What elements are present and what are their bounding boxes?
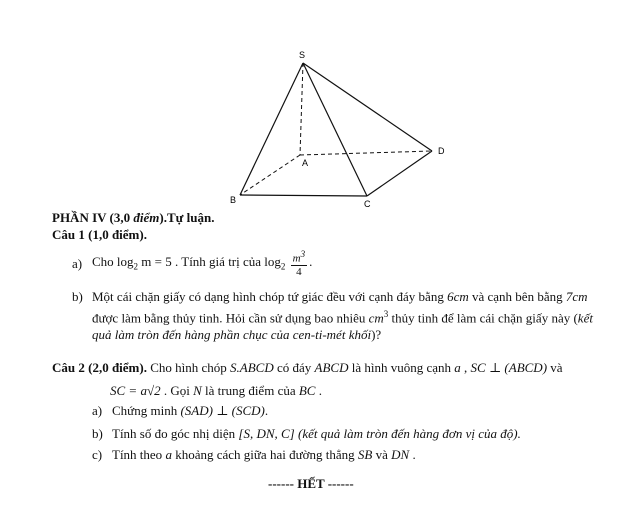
q1b-letter: b) xyxy=(72,289,83,304)
q1b-line2: được làm bằng thủy tinh. Hỏi cần sử dụng bao nhiêu $cm^3$ thủy tinh để làm cái chặn giấy này (kết xyxy=(92,309,593,326)
edge-AD xyxy=(300,151,432,155)
edge-SA xyxy=(300,63,303,155)
label-D: D xyxy=(438,146,445,156)
q1a-letter: a) xyxy=(72,256,83,271)
label-B: B xyxy=(230,195,237,205)
q1a-text: Cho $\log_2 m = 5$ . Tính giá trị của $\log_2$ $\frac{m^3}{4}$ . xyxy=(92,249,313,278)
part4-title: PHẦN IV (3,0 điểm).Tự luận. xyxy=(52,210,215,225)
end-mark: ------ HẾT ------ xyxy=(268,476,354,491)
q2c-text: Tính theo a khoảng cách giữa hai đường thẳng SB và DN . xyxy=(112,447,416,462)
edge-SB xyxy=(240,63,303,195)
q2b-text: Tính số đo góc nhị diện [S, DN, C] (kết quả làm tròn đến hàng đơn vị của độ). xyxy=(112,426,521,441)
cau1-heading: Câu 1 (1,0 điểm). xyxy=(52,227,147,242)
edge-BC xyxy=(240,195,367,196)
label-A: A xyxy=(302,158,309,168)
q1b-line1: Một cái chặn giấy có dạng hình chóp tứ giác đều với cạnh đáy bằng 6cm và cạnh bên bằng 7cm xyxy=(92,289,588,304)
q1b-line3: quả làm tròn đến hàng phần chục của cen-ti-mét khối)? xyxy=(92,327,382,342)
label-C: C xyxy=(364,199,371,209)
cau2-line1: Câu 2 (2,0 điểm). Cho hình chóp S.ABCD có đáy ABCD là hình vuông cạnh a , SC ⊥ (ABCD) và xyxy=(52,360,563,375)
q2a-text: Chứng minh (SAD) ⊥ (SCD). xyxy=(112,403,269,418)
cau2-heading: Câu 2 (2,0 điểm). xyxy=(52,360,147,375)
q2b-letter: b) xyxy=(92,426,103,441)
edge-CD xyxy=(367,151,432,196)
edge-SC xyxy=(303,63,367,196)
pyramid-figure xyxy=(0,0,637,230)
q1a-fraction: $\frac{m^3}{4}$ xyxy=(292,249,306,278)
cau2-line2: SC = a√2 . Gọi N là trung điểm của BC . xyxy=(110,383,322,398)
edge-SD xyxy=(303,63,432,151)
q2a-letter: a) xyxy=(92,403,103,418)
q2c-letter: c) xyxy=(92,447,103,462)
label-S: S xyxy=(299,50,306,60)
